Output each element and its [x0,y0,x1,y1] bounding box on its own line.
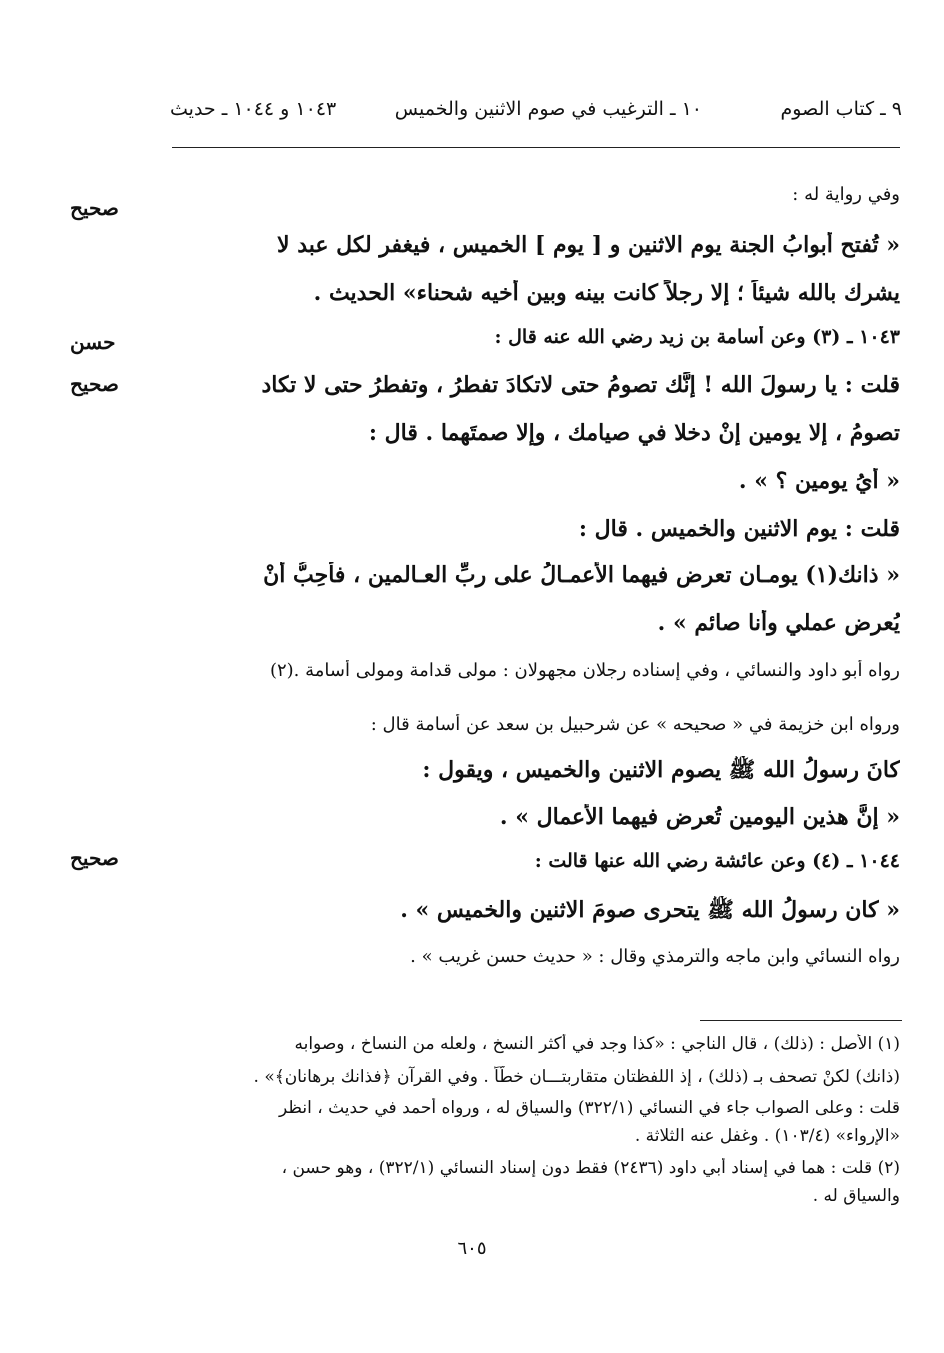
hadith-1044-heading: ١٠٤٤ ـ (٤) وعن عائشة رضي الله عنها قالت : [534,850,900,872]
body-line: « ذانك(١) يومـان تعرض فيهما الأعمـالُ على ربِّ العـالمين ، فأُحِبُّ أنْ [263,562,900,588]
footnote-line: قلت : وعلى الصواب جاء في النسائي (٣٢٢/١) والسياق له ، ورواه أحمد في حديث ، انظر [279,1098,900,1118]
page-number: ٦٠٥ [457,1238,487,1259]
footnote-divider [700,1020,902,1021]
footnote-line: (٢) قلت : هما في إسناد أبي داود (٢٤٣٦) فقط دون إسناد النسائي (٣٢٢/١) ، وهو حسن ، [281,1158,900,1178]
footnote-line: (ذانك) لكنْ تصحف بـ (ذلك) ، إذ اللفظتان متقاربتـــان خطّاً . وفي القرآن ﴿فذانك برهانان﴾» . [253,1067,900,1087]
header-chapter: ٩ ـ كتاب الصوم [780,98,902,120]
body-line: « أيُ يومين ؟ » . [738,468,900,494]
body-line: تصومُ ، إلا يومين إنْ دخلا في صيامك ، وإلا صمتَهما . قال : [368,420,900,446]
running-header [170,90,902,130]
footnote-line: والسياق له . [812,1186,900,1206]
body-line: وفي رواية له : [792,184,900,205]
grade-hasan: حسن [70,330,116,354]
body-line: رواه النسائي وابن ماجه والترمذي وقال : « حديث حسن غريب » . [410,946,900,967]
body-line: رواه أبو داود والنسائي ، وفي إسناده رجلان مجهولان : مولى قدامة ومولى أسامة .(٢) [269,660,900,681]
body-line: كانَ رسولُ الله ﷺ يصوم الاثنين والخميس ، ويقول : [422,757,900,783]
body-line: قلت : يا رسولَ الله ! إنَّك تصومُ حتى لاتكادَ تفطرُ ، وتفطرُ حتى لا تكاد [261,372,900,398]
body-line: ورواه ابن خزيمة في « صحيحه » عن شرحبيل بن سعد عن أسامة قال : [370,714,900,735]
header-section: ١٠ ـ الترغيب في صوم الاثنين والخميس [394,98,702,120]
body-line: « إنَّ هذين اليومين تُعرض فيهما الأعمال » . [499,804,900,830]
body-line: يشرك بالله شيئاً ؛ إلا رجلاً كانت بينه وبين أخيه شحناء» الحديث . [313,280,900,306]
header-hadith-range: ١٠٤٣ و ١٠٤٤ ـ حديث [170,98,337,120]
body-line: قلت : يوم الاثنين والخميس . قال : [578,516,900,542]
body-line: « تُفتح أبوابُ الجنة يوم الاثنين و [ يوم ] الخميس ، فيغفر لكل عبد لا [276,232,900,258]
grade-sahih-3: صحيح [70,846,119,870]
footnote-line: «الإرواء» (١٠٣/٤) . وغفل عنه الثلاثة . [634,1126,900,1146]
grade-sahih-2: صحيح [70,372,119,396]
grade-sahih-1: صحيح [70,196,119,220]
header-divider [172,147,900,148]
footnote-line: (١) الأصل : (ذلك) ، قال الناجي : «كذا وجد في أكثر النسخ ، ولعله من النساخ ، وصوابه [294,1034,900,1054]
body-line: « كان رسولُ الله ﷺ يتحرى صومَ الاثنين والخميس » . [400,897,900,923]
hadith-1043-heading: ١٠٤٣ ـ (٣) وعن أسامة بن زيد رضي الله عنه قال : [494,326,900,348]
body-line: يُعرض عملي وأنا صائم » . [657,610,900,636]
